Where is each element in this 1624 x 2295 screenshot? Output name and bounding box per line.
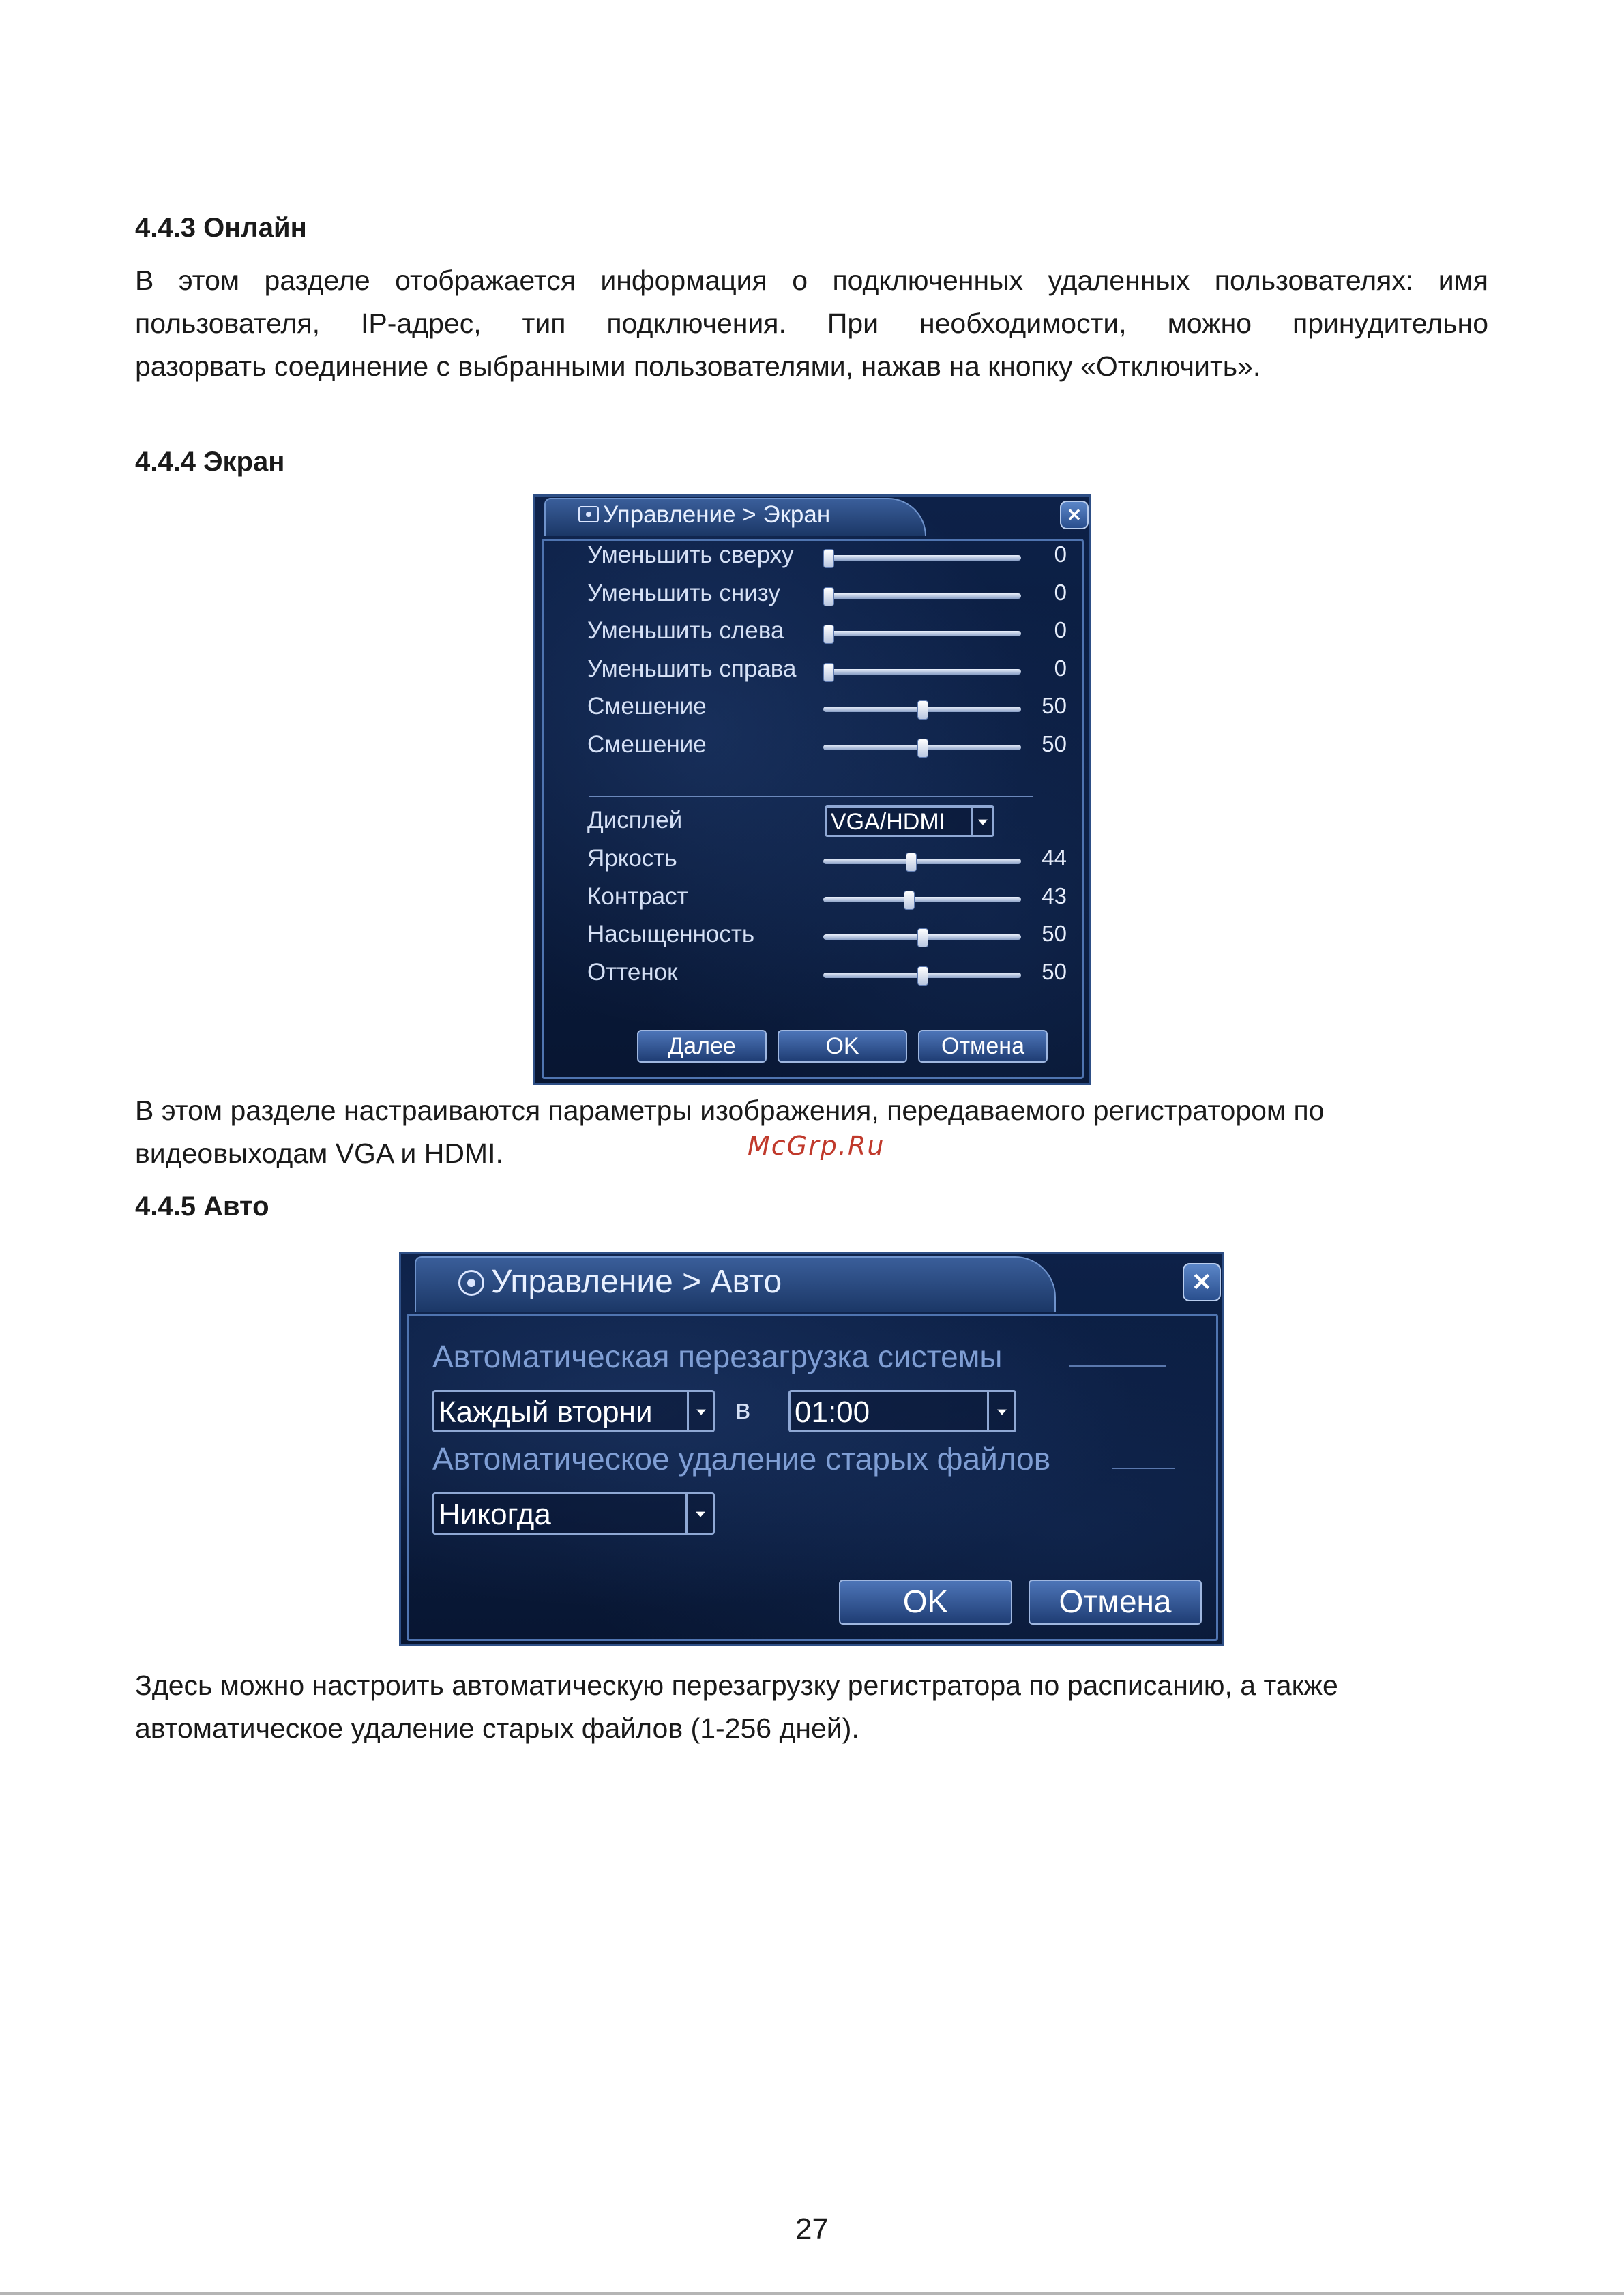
group-line (1112, 1468, 1175, 1469)
paragraph-line: видеовыходам VGA и HDMI. (135, 1138, 503, 1169)
slider-handle[interactable] (917, 700, 928, 720)
cancel-button[interactable]: Отмена (918, 1030, 1048, 1063)
heading-online: 4.4.3 Онлайн (135, 213, 307, 243)
camera-icon (578, 506, 599, 522)
slider-track[interactable] (823, 631, 1021, 636)
screen-dialog (533, 494, 1091, 1085)
slider-label: Смешение (587, 693, 707, 720)
ok-button[interactable]: OK (839, 1580, 1012, 1625)
slider-track[interactable] (823, 669, 1021, 675)
reboot-group-label: Автоматическая перезагрузка системы (432, 1339, 1003, 1374)
slider-handle[interactable] (823, 587, 834, 606)
slider-value: 50 (1042, 731, 1067, 756)
display-label: Дисплей (587, 807, 683, 833)
slider-label: Уменьшить сверху (587, 542, 794, 568)
auto-dialog (399, 1252, 1224, 1646)
paragraph-auto (135, 1664, 1488, 1750)
dialog-title: Управление > Авто (491, 1264, 782, 1300)
slider-track[interactable] (823, 859, 1021, 864)
slider-label: Смешение (587, 731, 707, 758)
reboot-day-select[interactable] (432, 1390, 715, 1432)
slider-label: Оттенок (587, 958, 678, 986)
gear-icon (458, 1270, 484, 1296)
cancel-button[interactable]: Отмена (1029, 1580, 1202, 1625)
close-icon[interactable]: ✕ (1060, 501, 1089, 529)
chevron-down-icon[interactable] (685, 1494, 713, 1533)
slider-label: Уменьшить снизу (587, 579, 780, 606)
group-line (1069, 1365, 1166, 1367)
delete-files-value: Никогда (439, 1498, 551, 1531)
slider-handle[interactable] (823, 625, 834, 644)
slider-handle[interactable] (823, 663, 834, 682)
slider-value: 50 (1042, 958, 1067, 984)
watermark: McGrp.Ru (748, 1131, 885, 1161)
delete-files-select[interactable] (432, 1492, 715, 1535)
chevron-down-icon[interactable] (971, 808, 992, 835)
slider-label: Контраст (587, 883, 688, 910)
delete-group-label: Автоматическое удаление старых файлов (432, 1441, 1051, 1477)
footer-rule (0, 2292, 1624, 2295)
at-label: в (735, 1393, 751, 1425)
heading-screen: 4.4.4 Экран (135, 447, 285, 477)
close-icon[interactable]: ✕ (1183, 1263, 1221, 1301)
slider-track[interactable] (823, 897, 1021, 902)
reboot-time-select[interactable] (788, 1390, 1016, 1432)
slider-handle[interactable] (917, 928, 928, 947)
slider-value: 0 (1054, 655, 1067, 681)
chevron-down-icon[interactable] (687, 1392, 713, 1430)
paragraph-line: автоматическое удаление старых файлов (1-256 дней). (135, 1713, 859, 1744)
next-button[interactable]: Далее (637, 1030, 767, 1063)
slider-value: 43 (1042, 883, 1067, 908)
paragraph-line: разорвать соединение с выбранными пользователями, нажав на кнопку «Отключить». (135, 351, 1261, 382)
reboot-time-value: 01:00 (795, 1395, 870, 1429)
slider-value: 0 (1054, 617, 1067, 643)
slider-handle[interactable] (906, 853, 917, 872)
page-number: 27 (795, 2212, 829, 2246)
reboot-day-value: Каждый вторни (439, 1395, 653, 1429)
slider-label: Уменьшить справа (587, 655, 797, 682)
slider-value: 50 (1042, 693, 1067, 719)
ok-button[interactable]: OK (778, 1030, 907, 1063)
slider-value: 50 (1042, 921, 1067, 947)
display-select-value: VGA/HDMI (831, 809, 946, 835)
paragraph-line: В этом разделе настраиваются параметры изображения, передаваемого регистратором по (135, 1095, 1325, 1126)
display-select[interactable] (825, 805, 994, 837)
slider-value: 0 (1054, 542, 1067, 567)
separator (589, 796, 1033, 797)
slider-handle[interactable] (823, 549, 834, 568)
slider-handle[interactable] (917, 739, 928, 758)
slider-label: Яркость (587, 845, 677, 872)
slider-track[interactable] (823, 593, 1021, 599)
paragraph-line: Здесь можно настроить автоматическую перезагрузку регистратора по расписанию, а также (135, 1670, 1338, 1701)
slider-handle[interactable] (904, 891, 915, 910)
heading-auto: 4.4.5 Авто (135, 1191, 269, 1221)
slider-handle[interactable] (917, 966, 928, 986)
paragraph-line: В этом разделе отображается информация о подключенных удаленных пользователях: имя (135, 265, 1488, 296)
slider-label: Насыщенность (587, 921, 755, 948)
dialog-title: Управление > Экран (603, 501, 831, 528)
slider-label: Уменьшить слева (587, 617, 784, 645)
slider-track[interactable] (823, 555, 1021, 561)
slider-value: 44 (1042, 845, 1067, 870)
paragraph-online (135, 259, 1488, 388)
slider-value: 0 (1054, 579, 1067, 605)
paragraph-line: пользователя, IP-адрес, тип подключения. При необходимости, можно принудительно (135, 308, 1488, 339)
chevron-down-icon[interactable] (987, 1392, 1014, 1430)
